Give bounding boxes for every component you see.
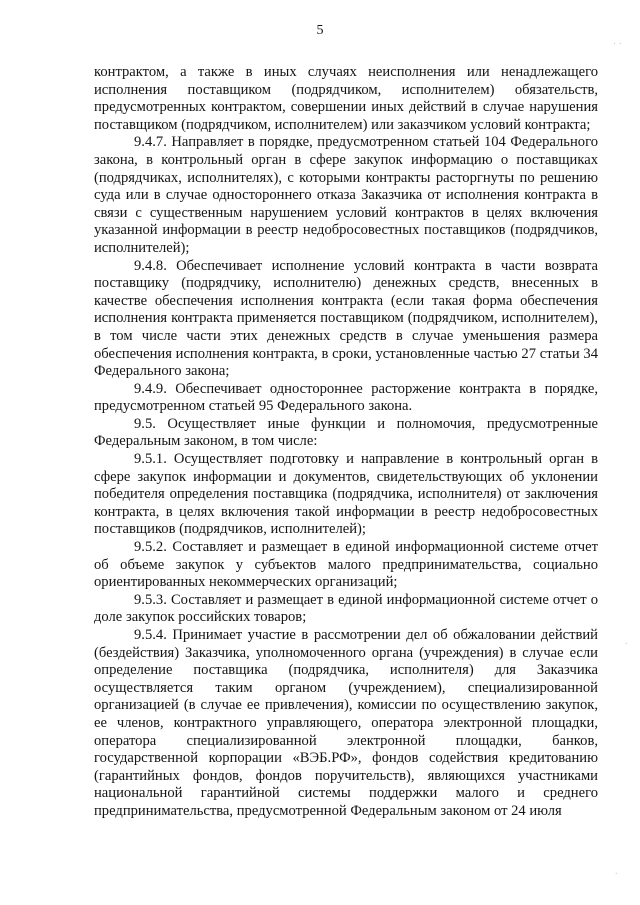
paragraph-9-5-2: 9.5.2. Составляет и размещает в единой информационной системе отчет об объеме закупок у субъектов малого предпринимательства, социально ориентированных некоммерческих организаций; xyxy=(94,539,598,591)
paragraph-9-5-3: 9.5.3. Составляет и размещает в единой информационной системе отчет о доле закупок российских товаров; xyxy=(94,591,598,626)
page-number: 5 xyxy=(316,23,324,38)
scan-speck: · xyxy=(624,639,628,650)
paragraph-9-4-9: 9.4.9. Обеспечивает одностороннее расторжение контракта в порядке, предусмотренном статьей 95 Федерального закона. xyxy=(94,380,598,415)
scan-speck: · xyxy=(614,869,618,880)
paragraph-9-4-8: 9.4.8. Обеспечивает исполнение условий контракта в части возврата поставщику (подрядчику, исполнителю) денежных средств, внесенных в качестве обеспечения исполнения контракта (если такая форма обеспечения исполнения контракта применяется поставщиком (подрядчиком, исполнителем), в том числе части этих денежных средств в случае уменьшения размера обеспечения исполнения контракта, в сроки, установленные частью 27 статьи 34 Федерального закона; xyxy=(94,257,598,380)
paragraph-9-4-7: 9.4.7. Направляет в порядке, предусмотренном статьей 104 Федерального закона, в контрольный орган в сфере закупок информацию о поставщиках (подрядчиках, исполнителях), с которыми контракты расторгнуты по решению суда или в случае одностороннего отказа Заказчика от исполнения контракта в связи с существенным нарушением условий контрактов в целях включения указанной информации в реестр недобросовестных поставщиков (подрядчиков, исполнителей); xyxy=(94,134,598,256)
document-body xyxy=(94,64,598,821)
paragraph-contract-violation: контрактом, а также в иных случаях неисполнения или ненадлежащего исполнения поставщиком (подрядчиком, исполнителем) обязательств, предусмотренных контрактом, совершении иных действий в случае нарушения поставщиком (подрядчиком, исполнителем) или заказчиком условий контракта; xyxy=(94,64,598,133)
paragraph-9-5-1: 9.5.1. Осуществляет подготовку и направление в контрольный орган в сфере закупок информации и документов, свидетельствующих об уклонении победителя определения поставщика (подрядчика, исполнителя) от заключения контракта, в целях включения такой информации в реестр недобросовестных поставщиков (подрядчиков, исполнителей); xyxy=(94,451,598,538)
paragraph-9-5-4: 9.5.4. Принимает участие в рассмотрении дел об обжаловании действий (бездействия) Заказчика, уполномоченного органа (учреждения) в случае если определение поставщика (подрядчика, исполнителя) для Заказчика осуществляется таким органом (учреждением), специализированной организацией (в случае ее привлечения), комиссии по осуществлению закупок, ее членов, контрактного управляющего, оператора электронной площадки, оператора специализированной электронной площадки, банков, государственной корпорации «ВЭБ.РФ», фондов содействия кредитованию (гарантийных фондов, фондов поручительств), являющихся участниками национальной гарантийной системы поддержки малого и среднего предпринимательства, предусмотренной Федеральным законом от 24 июля xyxy=(94,627,598,819)
scan-speck: · · xyxy=(612,39,622,50)
paragraph-9-5: 9.5. Осуществляет иные функции и полномочия, предусмотренные Федеральным законом, в том числе: xyxy=(94,415,598,450)
